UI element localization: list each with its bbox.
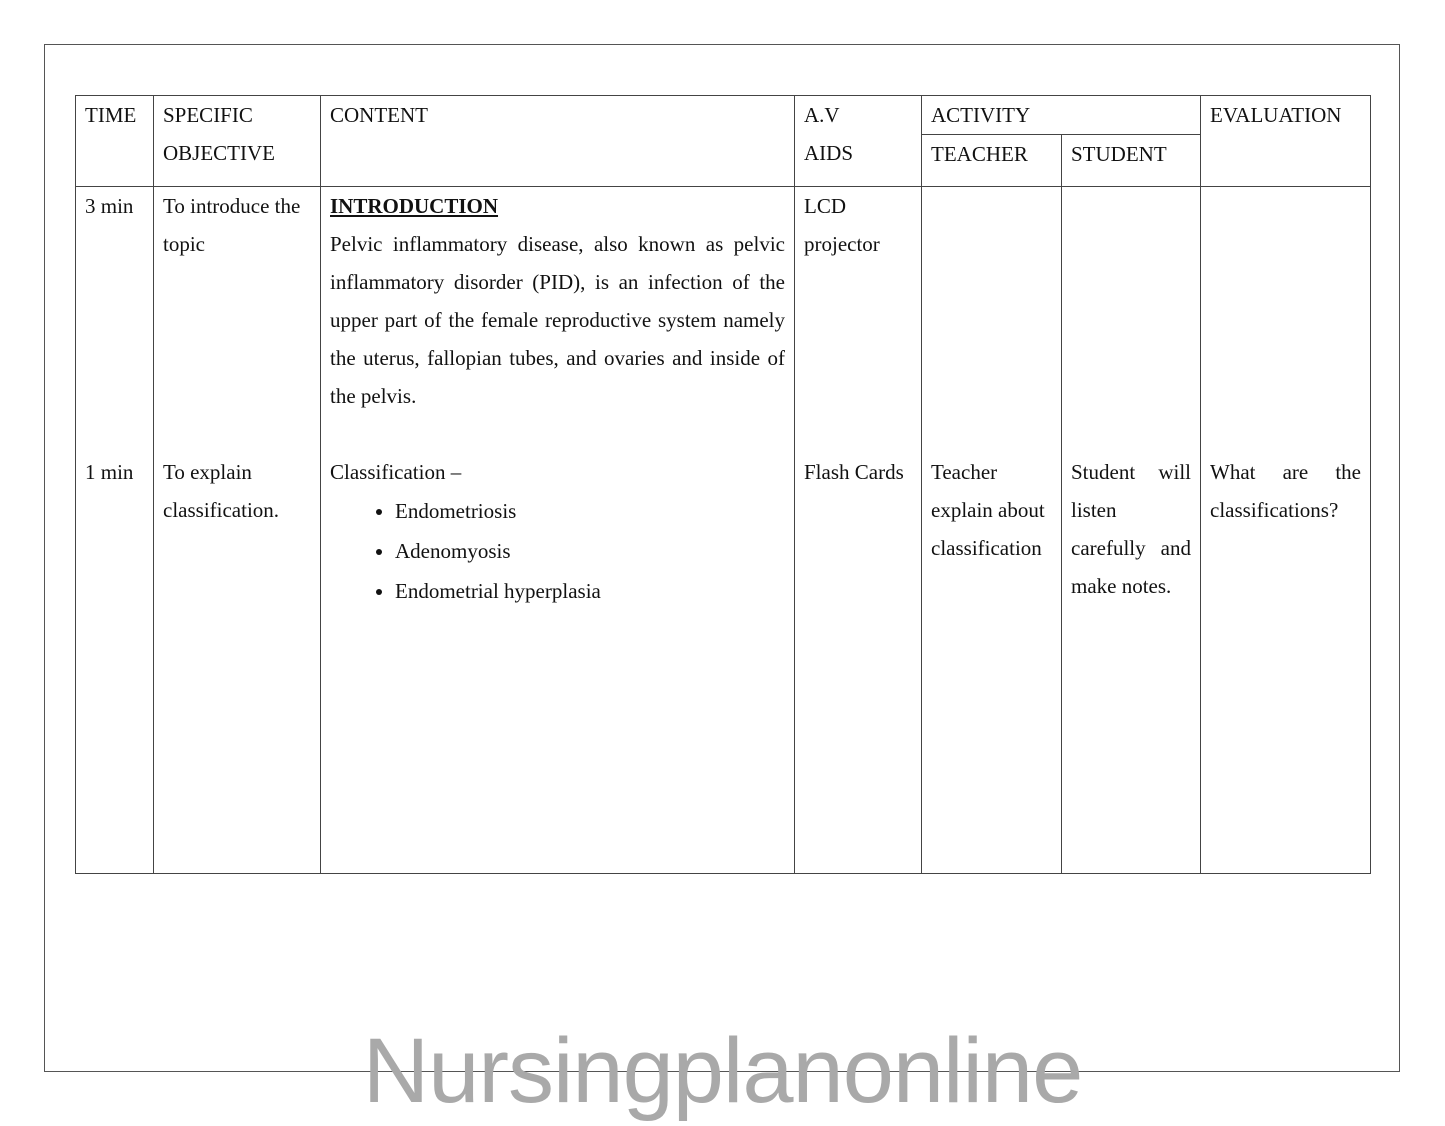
row1-av-line2: projector: [804, 232, 880, 256]
evaluation-line: classifications?: [1210, 498, 1339, 522]
table-row: [76, 187, 1371, 874]
objective-header-line2: OBJECTIVE: [163, 141, 275, 165]
evaluation-cell: [1201, 187, 1371, 874]
objective-cell: [154, 187, 321, 874]
teacher-line: Teacher: [931, 460, 998, 484]
lesson-plan-table: [75, 95, 1371, 874]
student-header: STUDENT: [1062, 135, 1201, 187]
objective-header-line1: SPECIFIC: [163, 103, 253, 127]
objective-header: [154, 96, 321, 187]
row2-av: Flash Cards: [804, 460, 904, 484]
student-line: carefully and: [1071, 536, 1191, 560]
content-cell: [321, 187, 795, 874]
list-item: • Endometrial hyperplasia: [395, 571, 785, 611]
row2-objective-line1: To explain: [163, 460, 252, 484]
student-line: make notes.: [1071, 574, 1172, 598]
teacher-activity-cell: [922, 187, 1062, 874]
av-aids-cell: [795, 187, 922, 874]
introduction-text: Pelvic inflammatory disease, also known as pelvic inflammatory disorder (PID), is an infection of the upper part of the female reproductive system namely the uterus, fallopian tubes, and ovaries and inside of the pelvis.: [330, 232, 785, 408]
av-aids-header: [795, 96, 922, 187]
av-header-line2: AIDS: [804, 141, 854, 165]
classification-heading: Classification –: [330, 460, 462, 484]
row1-objective-line1: To introduce the: [163, 194, 301, 218]
row1-objective-line2: topic: [163, 232, 205, 256]
list-item: • Endometriosis: [395, 491, 785, 531]
row1-av-line1: LCD: [804, 194, 846, 218]
teacher-line: classification: [931, 536, 1042, 560]
time-cell: [76, 187, 154, 874]
evaluation-line: What are the: [1210, 460, 1361, 484]
classification-list: [330, 491, 785, 611]
introduction-heading: INTRODUCTION: [330, 194, 499, 218]
row2-time: 1 min: [85, 460, 134, 484]
student-activity-cell: [1062, 187, 1201, 874]
teacher-header: TEACHER: [922, 135, 1062, 187]
watermark: Nursingplanonline: [362, 1020, 1083, 1122]
evaluation-header: EVALUATION: [1201, 96, 1371, 187]
list-item: • Adenomyosis: [395, 531, 785, 571]
header-row-top: [76, 96, 1371, 135]
av-header-line1: A.V: [804, 103, 840, 127]
row2-objective-line2: classification.: [163, 498, 280, 522]
student-line: listen: [1071, 498, 1117, 522]
student-line: Student will: [1071, 460, 1191, 484]
teacher-line: explain about: [931, 498, 1045, 522]
activity-header: ACTIVITY: [922, 96, 1201, 135]
content-header: CONTENT: [321, 96, 795, 187]
row1-time: 3 min: [85, 194, 134, 218]
time-header: TIME: [76, 96, 154, 187]
